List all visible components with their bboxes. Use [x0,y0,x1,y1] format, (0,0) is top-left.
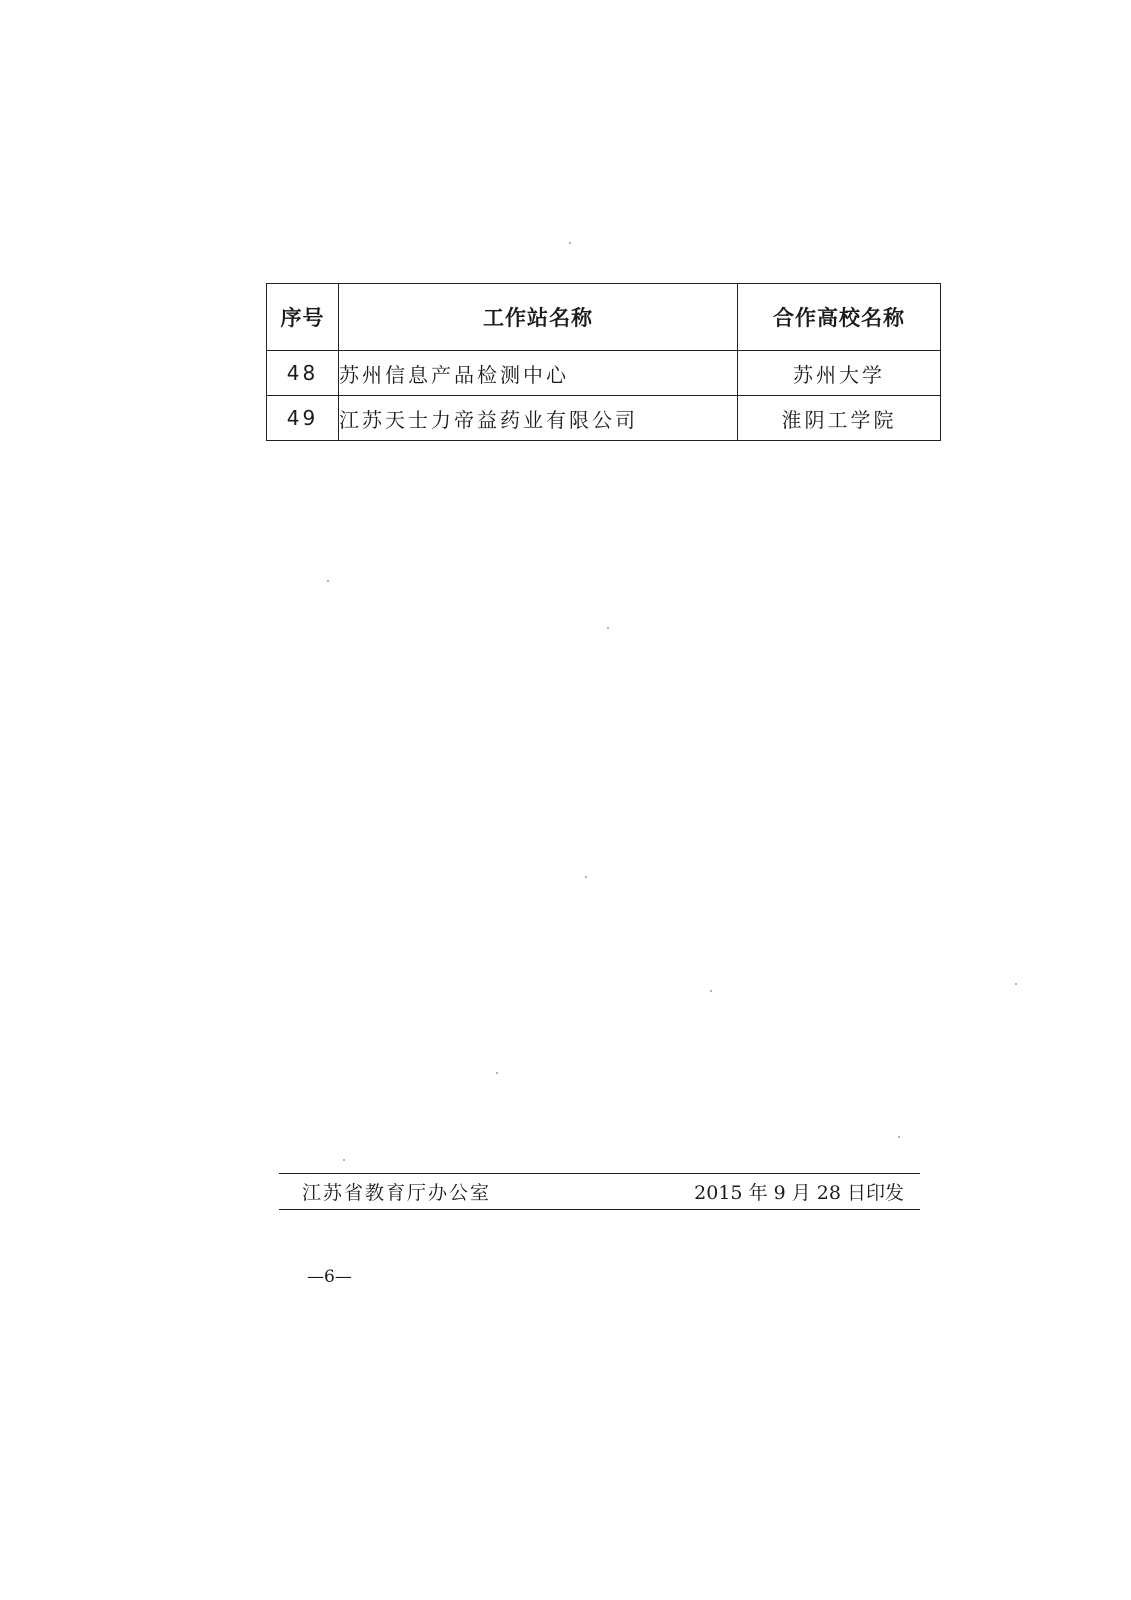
row-university-name: 苏州大学 [738,351,941,396]
header-station-name: 工作站名称 [339,284,738,351]
row-index: 48 [267,351,339,396]
footer-rule-top [279,1173,920,1174]
scan-speck [327,580,329,582]
scan-speck [585,876,587,878]
scan-speck [607,627,609,629]
station-table [266,283,941,441]
page-number: —6— [307,1267,352,1287]
row-index: 49 [267,396,339,441]
row-station-name: 江苏天士力帝益药业有限公司 [339,396,738,441]
table-row [267,351,941,396]
scan-speck [569,242,571,244]
scan-speck [343,1159,345,1161]
row-station-name: 苏州信息产品检测中心 [339,351,738,396]
issuing-office: 江苏省教育厅办公室 [302,1182,492,1204]
row-university-name: 淮阴工学院 [738,396,941,441]
table-row [267,396,941,441]
header-index: 序号 [267,284,339,351]
scan-speck [496,1072,498,1074]
scan-speck [710,990,712,992]
scan-speck [1015,983,1017,985]
footer-rule-bottom [279,1209,920,1210]
scan-speck [898,1136,900,1138]
table-header-row [267,284,941,351]
header-university-name: 合作高校名称 [738,284,941,351]
issue-date: 2015 年 9 月 28 日印发 [694,1182,904,1204]
